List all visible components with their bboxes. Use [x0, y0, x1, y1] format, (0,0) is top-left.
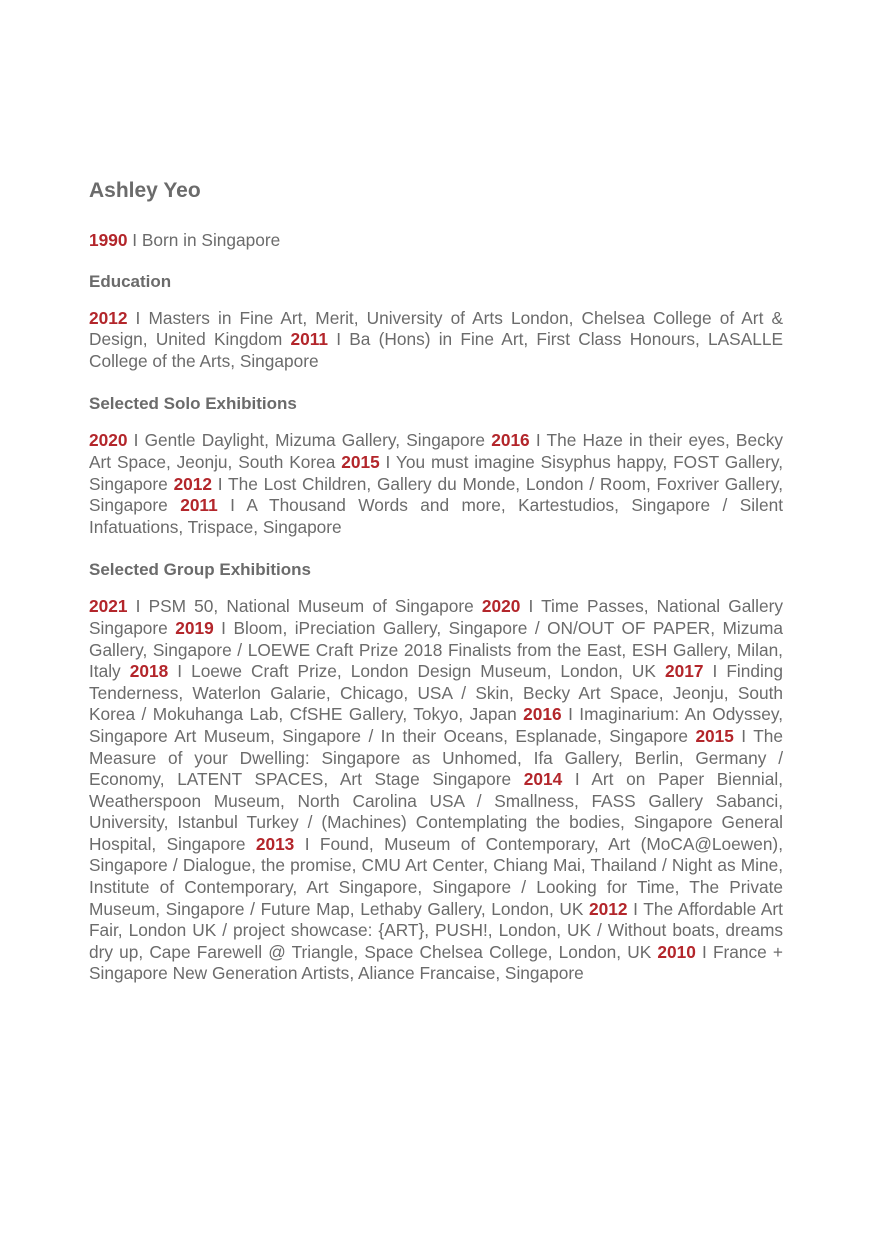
born-year: 1990 — [89, 230, 128, 250]
entry-year: 2021 — [89, 596, 128, 617]
entry-year: 2018 — [129, 661, 169, 682]
artist-name: Ashley Yeo — [89, 179, 201, 202]
entry-text: I The Lost Children, Gallery du Monde, London / Room, Foxriver Gallery, Singapore — [89, 473, 783, 516]
entry-year: 2012 — [589, 898, 628, 919]
entry-year: 2014 — [523, 769, 563, 790]
entry-text: I Finding Tenderness, Waterlon Galarie, Chicago, USA / Skin, Becky Art Space, Jeonju, South Korea / Mokuhanga Lab, CfSHE Gallery, Tokyo, Japan — [89, 661, 784, 725]
entry-year: 2010 — [657, 941, 696, 962]
born-line — [89, 230, 783, 252]
entry-text: I Found, Museum of Contemporary, Art (MoCA@Loewen), Singapore / Dialogue, the promise, CMU Art Center, Chiang Mai, Thailand / Night as Mine, Institute of Contemporary, Art Singapore, Singapore / Looking for Time, The Private Museum, Singapore / Future Map, Lethaby Gallery, London, UK — [89, 833, 783, 919]
entry-year: 2016 — [523, 704, 562, 725]
entry-year: 2015 — [341, 451, 380, 472]
entry-text: I Ba (Hons) in Fine Art, First Class Honours, LASALLE College of the Arts, Singapore — [89, 329, 783, 371]
entry-text: I Art on Paper Biennial, Weatherspoon Museum, North Carolina USA / Smallness, FASS Gallery Sabanci, University, Istanbul Turkey / (Machines) Contemplating the bodies, Singapore General Hospital, Singapore — [89, 769, 784, 854]
entry-year: 2012 — [89, 307, 128, 328]
entry-text: I Masters in Fine Art, Merit, University of Arts London, Chelsea College of Art & Design, United Kingdom — [89, 307, 783, 350]
born-text: I Born in Singapore — [127, 230, 281, 250]
solo-exhibitions-heading: Selected Solo Exhibitions — [89, 394, 297, 414]
entry-year: 2020 — [481, 596, 521, 617]
entry-year: 2011 — [290, 329, 328, 350]
entry-text: I The Haze in their eyes, Becky Art Space, Jeonju, South Korea — [89, 430, 783, 472]
entry-year: 2020 — [89, 430, 128, 451]
entry-text: I Time Passes, National Gallery Singapore — [89, 596, 783, 638]
entry-text: I Imaginarium: An Odyssey, Singapore Art Museum, Singapore / In their Oceans, Esplanade, Singapore — [89, 704, 783, 746]
entry-text: I A Thousand Words and more, Kartestudios, Singapore / Silent Infatuations, Trispace, Singapore — [89, 495, 783, 537]
entry-year: 2016 — [491, 430, 530, 451]
group-exhibitions-paragraph — [89, 596, 783, 985]
entry-year: 2012 — [173, 473, 213, 494]
entry-year: 2013 — [255, 833, 295, 854]
entry-text: I The Affordable Art Fair, London UK / project showcase: {ART}, PUSH!, London, UK / Without boats, dreams dry up, Cape Farewell @ Triangle, Space Chelsea College, London, UK — [89, 898, 783, 962]
entry-year: 2015 — [695, 725, 734, 746]
education-heading: Education — [89, 271, 172, 291]
cv-document — [89, 176, 783, 1005]
entry-text: I The Measure of your Dwelling: Singapore as Unhomed, Ifa Gallery, Berlin, Germany / Economy, LATENT SPACES, Art Stage Singapore — [89, 725, 783, 790]
group-exhibitions-heading: Selected Group Exhibitions — [89, 560, 311, 580]
entry-text: I Loewe Craft Prize, London Design Museum, London, UK — [168, 661, 665, 682]
entry-text: I Gentle Daylight, Mizuma Gallery, Singapore — [127, 430, 492, 451]
entry-text: I Bloom, iPreciation Gallery, Singapore / ON/OUT OF PAPER, Mizuma Gallery, Singapore / LOEWE Craft Prize 2018 Finalists from the East, ESH Gallery, Milan, Italy — [89, 617, 783, 682]
entry-text: I France + Singapore New Generation Artists, Aliance Francaise, Singapore — [89, 941, 783, 984]
entry-text: I You must imagine Sisyphus happy, FOST Gallery, Singapore — [89, 451, 783, 494]
entry-year: 2011 — [180, 495, 218, 516]
entry-year: 2017 — [664, 661, 704, 682]
solo-exhibitions-paragraph — [89, 430, 783, 538]
entry-text: I PSM 50, National Museum of Singapore — [127, 596, 482, 617]
education-paragraph — [89, 308, 783, 373]
entry-year: 2019 — [175, 617, 214, 638]
